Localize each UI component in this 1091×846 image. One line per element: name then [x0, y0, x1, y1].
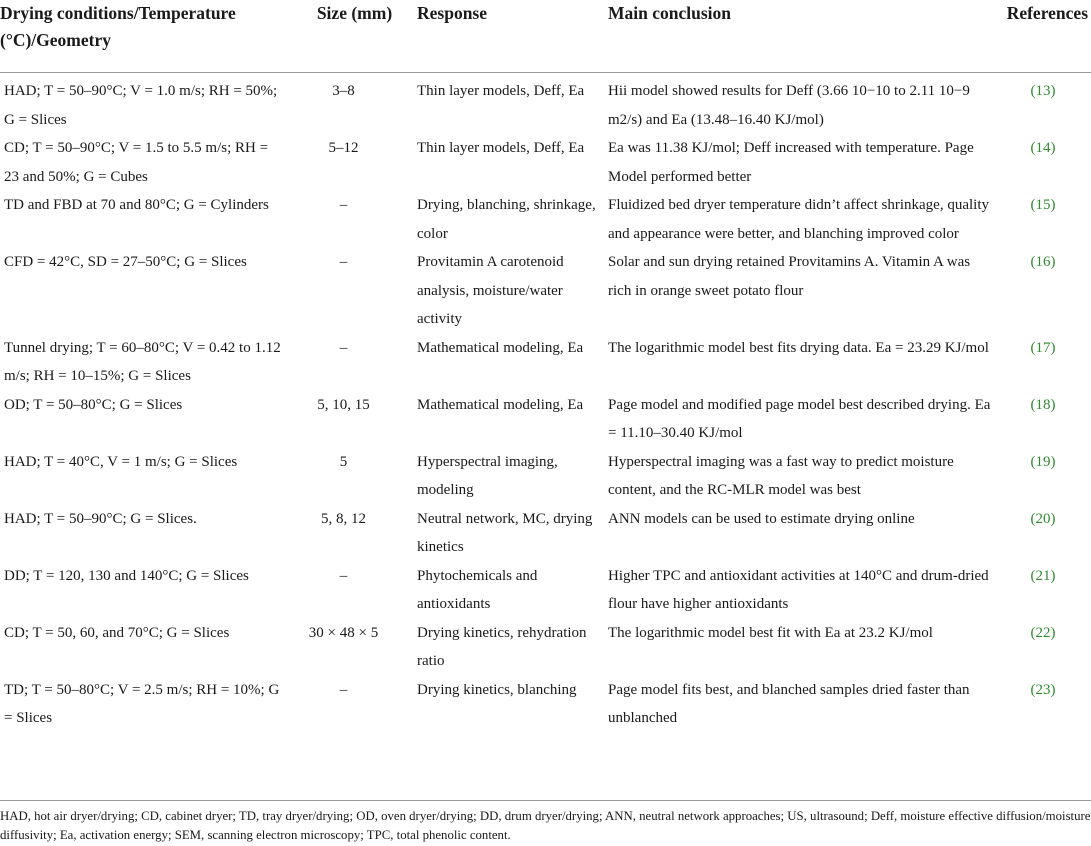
cell-conclusion: Fluidized bed dryer temperature didn’t affect shrinkage, quality and appearance were better, and blanching improved color	[608, 197, 989, 242]
cell-reference	[991, 134, 1091, 191]
cell-reference	[991, 562, 1091, 619]
cell-response: Neutral network, MC, drying kinetics	[417, 510, 593, 555]
reference-link[interactable]: (15)	[1030, 197, 1056, 213]
reference-link[interactable]: (23)	[1030, 681, 1056, 698]
cell-size: 3–8	[332, 83, 355, 99]
cell-response: Hyperspectral imaging, modeling	[417, 453, 558, 498]
table-row	[0, 676, 1091, 733]
reference-link[interactable]: (16)	[1030, 254, 1056, 270]
cell-reference	[991, 73, 1091, 135]
table-row	[0, 191, 1091, 248]
cell-size: 5, 10, 15	[317, 396, 370, 413]
cell-size: –	[339, 681, 348, 698]
cell-conclusion: Solar and sun drying retained Provitamins A. Vitamin A was rich in orange sweet potato flour	[608, 254, 971, 299]
cell-conclusion: Ea was 11.38 KJ/mol; Deff increased with temperature. Page Model performed better	[608, 140, 974, 185]
table-row	[0, 134, 1091, 191]
cell-response: Phytochemicals and antioxidants	[417, 567, 538, 612]
cell-reference	[991, 448, 1091, 505]
table-row	[0, 73, 1091, 135]
cell-conditions: HAD; T = 40°C, V = 1 m/s; G = Slices	[4, 453, 238, 470]
cell-response: Mathematical modeling, Ea	[417, 396, 584, 413]
cell-conclusion: ANN models can be used to estimate drying online	[608, 510, 915, 527]
cell-reference	[991, 334, 1091, 391]
header-conclusion: Main conclusion	[608, 3, 732, 23]
cell-response: Thin layer models, Deff, Ea	[417, 83, 585, 99]
table-row	[0, 448, 1091, 505]
cell-response: Drying kinetics, blanching	[417, 681, 577, 698]
table-footnote: HAD, hot air dryer/drying; CD, cabinet dryer; TD, tray dryer/drying; OD, oven dryer/drying; DD, drum dryer/drying; ANN, neutral network approaches; US, ultrasound; Deff, moisture effective diffusion/moisture diffusivity; Ea, activation energy; SEM, scanning electron microscopy; TPC, total phenolic content.	[0, 800, 1091, 845]
table-header	[0, 0, 1091, 73]
cell-conditions: HAD; T = 50–90°C; G = Slices.	[4, 510, 197, 527]
cell-conclusion: Page model and modified page model best described drying. Ea = 11.10–30.40 KJ/mol	[608, 396, 991, 441]
cell-conditions: DD; T = 120, 130 and 140°C; G = Slices	[4, 567, 249, 584]
cell-reference	[991, 391, 1091, 448]
cell-conditions: OD; T = 50–80°C; G = Slices	[4, 396, 183, 413]
cell-response: Mathematical modeling, Ea	[417, 339, 584, 356]
cell-size: –	[339, 197, 348, 213]
table-row	[0, 562, 1091, 619]
cell-size: –	[339, 567, 348, 584]
table-body	[0, 73, 1091, 733]
cell-conditions: Tunnel drying; T = 60–80°C; V = 0.42 to 1.12 m/s; RH = 10–15%; G = Slices	[4, 339, 281, 384]
cell-conclusion: The logarithmic model best fits drying data. Ea = 23.29 KJ/mol	[608, 339, 989, 356]
header-conditions: Drying conditions/Temperature (°C)/Geometry	[0, 3, 236, 50]
cell-conditions: TD; T = 50–80°C; V = 2.5 m/s; RH = 10%; G = Slices	[4, 681, 280, 726]
table-row	[0, 248, 1091, 334]
cell-response: Drying kinetics, rehydration ratio	[417, 624, 587, 669]
cell-conditions: CD; T = 50–90°C; V = 1.5 to 5.5 m/s; RH = 23 and 50%; G = Cubes	[4, 140, 269, 185]
cell-response: Thin layer models, Deff, Ea	[417, 140, 585, 156]
cell-reference	[991, 191, 1091, 248]
cell-conditions: HAD; T = 50–90°C; V = 1.0 m/s; RH = 50%; G = Slices	[4, 83, 278, 128]
cell-reference	[991, 619, 1091, 676]
cell-size: 30 × 48 × 5	[308, 624, 379, 641]
cell-size: –	[339, 339, 348, 356]
table-row	[0, 334, 1091, 391]
cell-conclusion: The logarithmic model best fit with Ea at 23.2 KJ/mol	[608, 624, 933, 641]
cell-size: 5	[339, 453, 348, 470]
cell-size: 5, 8, 12	[321, 510, 366, 527]
table-row	[0, 391, 1091, 448]
cell-conditions: CD; T = 50, 60, and 70°C; G = Slices	[4, 624, 230, 641]
header-size: Size (mm)	[316, 3, 393, 23]
cell-reference	[991, 676, 1091, 733]
reference-link[interactable]: (13)	[1030, 83, 1056, 99]
reference-link[interactable]: (18)	[1030, 396, 1056, 413]
cell-response: Provitamin A carotenoid analysis, moisture/water activity	[417, 254, 564, 327]
reference-link[interactable]: (20)	[1030, 510, 1056, 527]
reference-link[interactable]: (22)	[1030, 624, 1056, 641]
reference-link[interactable]: (17)	[1030, 339, 1056, 356]
header-references: References	[1006, 3, 1088, 23]
cell-conclusion: Page model fits best, and blanched samples dried faster than unblanched	[608, 681, 970, 726]
reference-link[interactable]: (21)	[1030, 567, 1056, 584]
cell-conclusion: Higher TPC and antioxidant activities at 140°C and drum-dried flour have higher antioxidants	[608, 567, 989, 612]
cell-size: –	[339, 254, 348, 270]
reference-link[interactable]: (14)	[1030, 140, 1056, 156]
cell-conclusion: Hyperspectral imaging was a fast way to predict moisture content, and the RC-MLR model was best	[608, 453, 954, 498]
table-row	[0, 619, 1091, 676]
header-row	[0, 0, 1091, 73]
table-row	[0, 505, 1091, 562]
cell-response: Drying, blanching, shrinkage, color	[417, 197, 596, 242]
cell-reference	[991, 505, 1091, 562]
reference-link[interactable]: (19)	[1030, 453, 1056, 470]
cell-conditions: TD and FBD at 70 and 80°C; G = Cylinders	[4, 197, 269, 213]
header-response: Response	[417, 3, 488, 23]
cell-size: 5–12	[328, 140, 359, 156]
cell-conclusion: Hii model showed results for Deff (3.66 10−10 to 2.11 10−9 m2/s) and Ea (13.48–16.40 KJ/mol)	[608, 83, 970, 128]
cell-reference	[991, 248, 1091, 334]
cell-conditions: CFD = 42°C, SD = 27–50°C; G = Slices	[4, 254, 247, 270]
